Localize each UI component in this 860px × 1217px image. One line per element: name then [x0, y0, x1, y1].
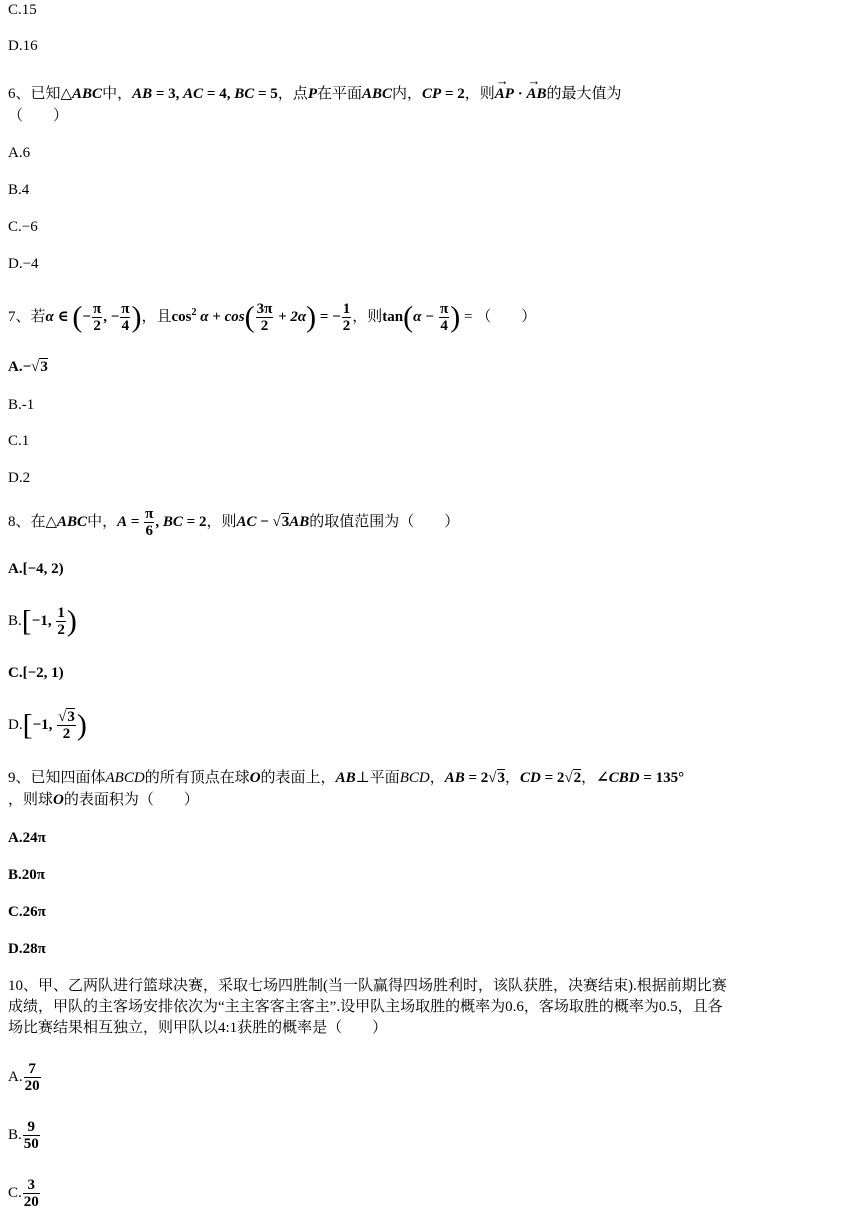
q6-triangle: ABC — [72, 86, 103, 102]
q7-alpha-in: α ∈ — [45, 309, 73, 325]
q7-frac-pi-4 — [439, 301, 449, 334]
q8-option-b — [8, 602, 77, 640]
q7-frac-pi-4 — [120, 301, 130, 334]
q8-stem — [8, 505, 459, 539]
q7-den: 2 — [93, 318, 101, 335]
q6-ab-val: = 3, — [152, 86, 184, 102]
q6-text: ，则 — [464, 86, 495, 102]
q9-lead: 9、已知四面体 — [8, 770, 106, 786]
q8-d-radicand: 3 — [67, 709, 75, 726]
q10-option-a — [8, 1058, 42, 1096]
q7-text: ，且 — [141, 309, 172, 325]
q10-option-b — [8, 1116, 41, 1154]
q9-bcd: BCD — [399, 770, 430, 786]
q6-text: 中， — [102, 86, 133, 102]
q7-den: 4 — [440, 318, 448, 335]
q6-option-c: C.−6 — [8, 219, 38, 235]
q7-sup: 2 — [191, 307, 197, 318]
q8-comma: , — [155, 514, 163, 530]
q6-option-d: D.−4 — [8, 256, 39, 272]
q6-cp: CP — [422, 86, 442, 102]
q9-text: ，则球 — [8, 792, 54, 808]
q7-option-d: D.2 — [8, 470, 31, 486]
q8-den: 6 — [145, 523, 154, 540]
q9-text: 的表面上， — [260, 770, 336, 786]
q6-ac-val: = 4, — [203, 86, 235, 102]
q8-angle-a: A — [117, 514, 128, 530]
q8-option-a — [8, 559, 64, 579]
q9-eq: = 2 — [464, 770, 489, 786]
q9-perp: ⊥平面 — [355, 770, 400, 786]
q7-tan: tan — [382, 309, 404, 325]
q9-b-text: B.20π — [8, 867, 45, 883]
q6-paren: （ ） — [8, 108, 69, 124]
q9-o2: O — [53, 792, 64, 808]
q7-rparen: ) — [306, 300, 317, 334]
q10-a-pre: A. — [8, 1069, 23, 1085]
q6-text: 的最大值为 — [546, 86, 622, 102]
q8-option-c — [8, 663, 64, 683]
q6-text: 在平面 — [317, 86, 363, 102]
q7-frac-3pi-2 — [256, 301, 274, 334]
q6-cp-val: = 2 — [441, 86, 465, 102]
q7-minus: − — [82, 309, 91, 325]
q9-ab2: AB — [444, 770, 465, 786]
q8-d-den: 2 — [62, 726, 71, 743]
q8-lead: 8、在△ — [8, 514, 58, 530]
q8-text: 中， — [87, 514, 118, 530]
q7-den: 2 — [342, 318, 351, 335]
q7-lparen: ( — [403, 300, 414, 334]
q9-cd: CD — [520, 770, 541, 786]
q9-text: ， — [581, 770, 597, 786]
q8-minus: − — [256, 514, 273, 530]
q9-abcd: ABCD — [105, 770, 145, 786]
q9-sqrt2: √2 — [564, 770, 582, 786]
q7-rparen: ) — [450, 300, 461, 334]
q6-vector-ab: → AB — [526, 84, 546, 104]
q6-bc: BC — [234, 86, 255, 102]
q8-b-pre: B. — [8, 613, 22, 629]
q10-den: 20 — [23, 1194, 39, 1211]
q10-a-frac — [24, 1061, 41, 1094]
q8-text: 的取值范围为（ ） — [309, 514, 460, 530]
q8-ab: AB — [289, 514, 310, 530]
q9-a-text: A.24π — [8, 830, 46, 846]
q9-radicand: 2 — [573, 770, 582, 786]
q10-num: 3 — [23, 1177, 40, 1194]
q9-angle: ∠CBD — [596, 770, 640, 786]
q7-sqrt: √3 — [31, 359, 48, 375]
q8-eq: = — [127, 514, 144, 530]
q7-den: 4 — [121, 318, 130, 335]
q7-option-c: C.1 — [8, 433, 30, 449]
q7-frac-pi-2 — [92, 301, 102, 334]
q8-d-sqrt: √3 — [58, 709, 75, 726]
q9-text: 的所有顶点在球 — [144, 770, 250, 786]
q10-b-frac — [23, 1119, 40, 1152]
q7-eq: = − — [316, 309, 341, 325]
q6-lead: 6、已知△ — [8, 86, 73, 102]
q9-radicand: 3 — [497, 770, 506, 786]
q5-option-c: C.15 — [8, 2, 37, 18]
q8-sqrt: √3 — [272, 514, 290, 530]
q8-triangle: ABC — [57, 514, 88, 530]
q8-d-in: −1, — [32, 717, 57, 733]
q9-stem-line2 — [8, 790, 199, 810]
q6-bc-val: = 5 — [254, 86, 278, 102]
q6-option-a: A.6 — [8, 145, 31, 161]
q9-sqrt3: √3 — [488, 770, 506, 786]
q9-option-a — [8, 828, 46, 848]
q9-c-text: C.26π — [8, 904, 46, 920]
q10-b-pre: B. — [8, 1127, 22, 1143]
q10-den: 50 — [23, 1136, 39, 1153]
q8-d-pre: D. — [8, 717, 23, 733]
q6-option-b: B.4 — [8, 182, 30, 198]
q7-num: 1 — [342, 301, 351, 318]
q8-frac-pi-6 — [144, 506, 154, 539]
q9-d-text: D.28π — [8, 941, 46, 957]
q9-stem — [8, 768, 684, 788]
q10-c-pre: C. — [8, 1185, 22, 1201]
q9-option-b — [8, 865, 45, 885]
q9-o: O — [249, 770, 261, 786]
q10-num: 9 — [23, 1119, 40, 1136]
q8-a-text: A.[−4, 2) — [8, 561, 64, 577]
q6-ab: AB — [132, 86, 153, 102]
q8-d-frac — [57, 709, 76, 742]
q8-num: π — [145, 506, 154, 523]
q7-num: π — [121, 301, 130, 318]
q9-ab: AB — [335, 770, 356, 786]
q6-dot: · — [513, 86, 527, 102]
q6-vector-ap: → AP — [495, 84, 514, 104]
q7-alpha-minus: α − — [413, 309, 439, 325]
q8-c-text: C.[−2, 1) — [8, 665, 64, 681]
q7-radicand: 3 — [40, 359, 48, 375]
q9-eq3: = 135° — [639, 770, 685, 786]
q6-text: ，点 — [277, 86, 308, 102]
q7-option-a — [8, 357, 48, 377]
q8-b-in: −1, — [31, 613, 56, 629]
q10-stem-line3: 场比赛结果相互独立，则甲队以4:1获胜的概率是（ ） — [8, 1020, 388, 1036]
q9-text: ， — [505, 770, 521, 786]
q8-text: ，则 — [206, 514, 237, 530]
q8-d-rparen: ) — [76, 708, 87, 742]
q7-den: 2 — [260, 318, 269, 335]
q7-plus-2a: + 2α — [274, 309, 307, 325]
q9-option-c — [8, 902, 46, 922]
q7-rparen: ) — [131, 300, 142, 334]
q10-stem-line2: 成绩，甲队的主客场安排依次为“主主客客主客主”.设甲队主场取胜的概率为0.6，客场取胜的概率为0.5，且各 — [8, 999, 723, 1015]
q8-den: 2 — [57, 622, 65, 639]
q10-c-frac — [23, 1177, 40, 1210]
q9-option-d — [8, 939, 46, 959]
q10-option-c — [8, 1174, 41, 1212]
q10-num: 7 — [24, 1061, 41, 1078]
q7-comma: , − — [103, 309, 120, 325]
q7-a-pre: A.− — [8, 359, 32, 375]
q10-den: 20 — [24, 1078, 40, 1095]
q5-option-d: D.16 — [8, 38, 38, 54]
q7-stem — [8, 296, 536, 334]
q6-text: 内， — [392, 86, 423, 102]
q8-num: 1 — [57, 605, 65, 622]
q7-lparen: ( — [244, 300, 255, 334]
q8-bc-val: = 2 — [182, 514, 207, 530]
q8-b-lbracket: [ — [21, 604, 32, 638]
q8-option-d — [8, 705, 87, 745]
q7-cos: cos — [171, 309, 192, 325]
q6-p: P — [307, 86, 317, 102]
q7-num: π — [440, 301, 449, 318]
q8-d-lbracket: [ — [22, 708, 33, 742]
q7-option-b: B.-1 — [8, 397, 35, 413]
q7-alpha-plus: α + cos — [196, 309, 245, 325]
q9-text: 的表面积为（ ） — [63, 792, 199, 808]
q8-radicand: 3 — [281, 514, 290, 530]
q7-text: ，则 — [352, 309, 383, 325]
q8-ac: AC — [236, 514, 257, 530]
q7-lead: 7、若 — [8, 309, 46, 325]
q6-stem — [8, 84, 622, 104]
q7-frac-1-2 — [342, 301, 352, 334]
q7-num: 3π — [256, 301, 273, 318]
q9-text: ， — [429, 770, 445, 786]
q8-b-frac — [56, 605, 66, 638]
q8-bc: BC — [162, 514, 183, 530]
q10-stem-line1: 10、甲、乙两队进行篮球决赛，采取七场四胜制(当一队赢得四场胜利时，该队获胜，决赛结束).根据前期比赛 — [8, 978, 727, 994]
q7-num: π — [92, 301, 102, 318]
q7-lparen: ( — [72, 300, 83, 334]
q9-eq2: = 2 — [540, 770, 565, 786]
q7-eq2: = （ ） — [460, 309, 537, 325]
q6-ac: AC — [183, 86, 204, 102]
q8-b-rparen: ) — [66, 604, 77, 638]
q6-plane: ABC — [362, 86, 393, 102]
